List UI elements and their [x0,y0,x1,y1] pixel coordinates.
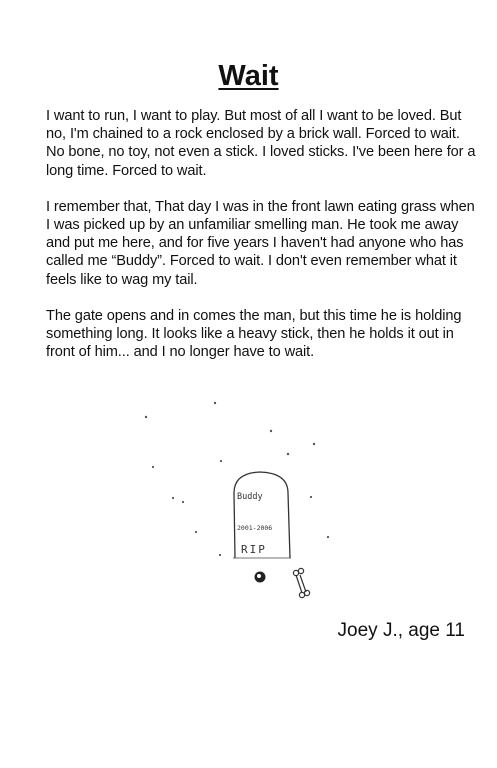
drawing-canvas [138,395,368,610]
story-paragraph: The gate opens and in comes the man, but this time he is holding something long. It looks like a heavy stick, then he holds it out in front of him... and I no longer have to wait. [46,307,462,361]
stone-epitaph: RIP [241,543,267,556]
author-byline: Joey J., age 11 [337,620,465,641]
story-body [46,107,476,379]
page-title: Wait [218,60,279,92]
stone-years: 2001-2006 [237,524,273,532]
story-paragraph: I want to run, I want to play. But most of all I want to be loved. But no, I'm chained to a rock enclosed by a brick wall. Forced to wait. No bone, no toy, not even a stick. I loved sticks. I've been here for a long time. Forced to wait. [46,108,476,179]
story-paragraph: I remember that, That day I was in the front lawn eating grass when I was picked up by an unfamiliar smelling man. He took me away and put me here, and for five years I haven't had anyone who has called me “Buddy”. Forced to wait. I don't even remember what it feels like to wag my tail. [46,198,475,288]
bone-icon [293,568,309,597]
ball-icon [255,572,266,583]
gravestone-drawing [138,395,368,610]
speckles [145,402,329,556]
stone-name: Buddy [237,492,263,502]
